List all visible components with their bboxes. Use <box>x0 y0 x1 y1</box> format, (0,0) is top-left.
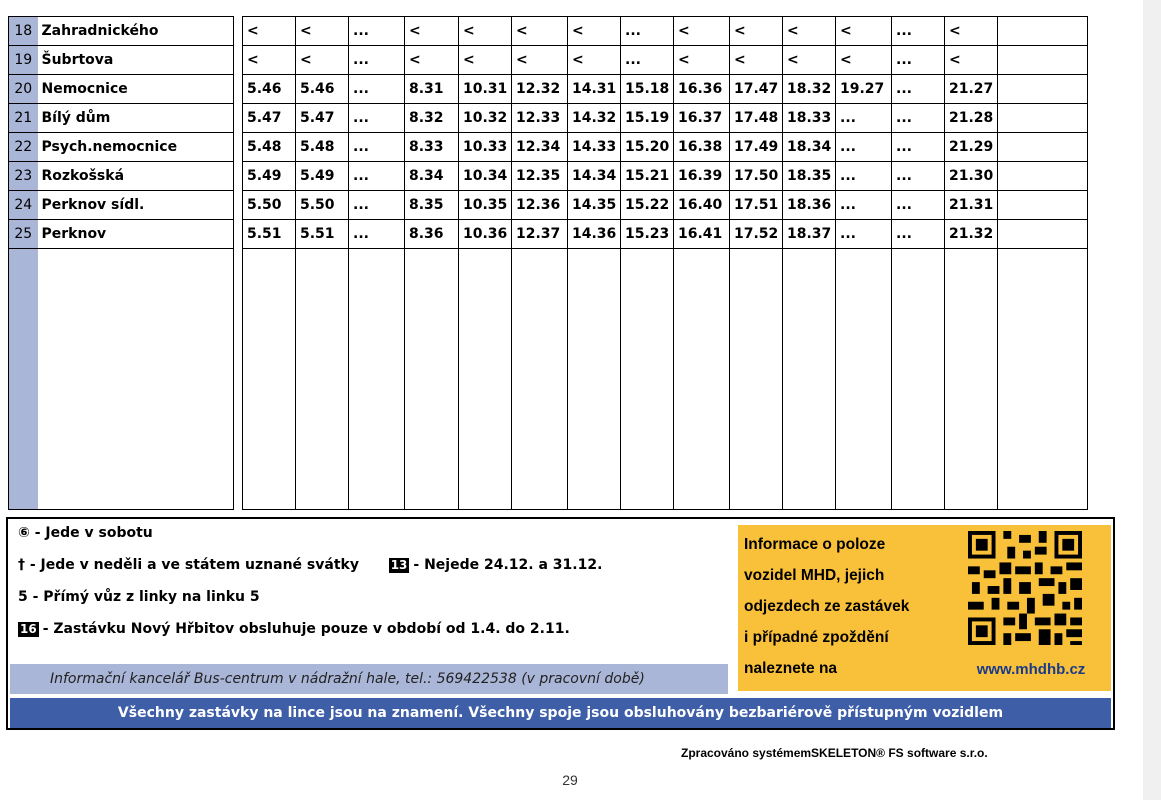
departure-time: 10.35 <box>459 191 512 220</box>
departure-time: ... <box>892 104 945 133</box>
departure-time: 10.34 <box>459 162 512 191</box>
timetable-row <box>9 133 1088 162</box>
departure-time: 15.23 <box>621 220 674 249</box>
departure-time: ... <box>349 162 405 191</box>
note-sunday-text: † - Jede v neděli a ve státem uznané svátky <box>18 557 359 573</box>
mhd-info-line: i případné zpoždění <box>744 629 889 646</box>
departure-time <box>998 133 1088 162</box>
column-separator <box>234 191 243 220</box>
departure-time: 21.31 <box>945 191 998 220</box>
departure-time: 14.31 <box>568 75 621 104</box>
stop-name: Šubrtova <box>38 46 234 75</box>
departure-time: 5.51 <box>243 220 296 249</box>
timetable-row <box>9 17 1088 46</box>
departure-time: 16.39 <box>674 162 730 191</box>
departure-time: 5.50 <box>296 191 349 220</box>
departure-time: ... <box>836 191 892 220</box>
departure-time: 14.33 <box>568 133 621 162</box>
note-not-running: - Nejede 24.12. a 31.12. <box>413 557 603 573</box>
departure-time: ... <box>836 162 892 191</box>
stop-name: Psych.nemocnice <box>38 133 234 162</box>
stop-number: 20 <box>9 75 38 104</box>
stop-number: 25 <box>9 220 38 249</box>
departure-time: 5.46 <box>243 75 296 104</box>
departure-time: 15.21 <box>621 162 674 191</box>
departure-time: 21.30 <box>945 162 998 191</box>
badge-13-icon: 13 <box>390 558 408 572</box>
stop-name: Perknov <box>38 220 234 249</box>
note-stop-text: - Zastávku Nový Hřbitov obsluhuje pouze v období od 1.4. do 2.11. <box>42 621 570 637</box>
note-stop <box>18 621 570 637</box>
departure-time: ... <box>892 75 945 104</box>
departure-time: ... <box>892 46 945 75</box>
departure-time: ... <box>349 17 405 46</box>
scrollbar[interactable] <box>1143 0 1161 800</box>
departure-time: < <box>730 46 783 75</box>
departure-time: 15.22 <box>621 191 674 220</box>
departure-time: 5.49 <box>243 162 296 191</box>
mhd-info-panel <box>738 525 1111 691</box>
departure-time: ... <box>836 104 892 133</box>
departure-time: < <box>674 46 730 75</box>
departure-time: 5.51 <box>296 220 349 249</box>
empty-cell <box>459 249 512 510</box>
departure-time: 17.50 <box>730 162 783 191</box>
departure-time: 17.47 <box>730 75 783 104</box>
column-separator <box>234 46 243 75</box>
departure-time: ... <box>892 162 945 191</box>
stop-number: 19 <box>9 46 38 75</box>
badge-16-icon: 16 <box>20 622 37 636</box>
departure-time: 21.32 <box>945 220 998 249</box>
timetable-row <box>9 220 1088 249</box>
departure-time: < <box>783 46 836 75</box>
departure-time: < <box>568 17 621 46</box>
departure-time <box>998 220 1088 249</box>
departure-time: 14.35 <box>568 191 621 220</box>
departure-time: 5.47 <box>243 104 296 133</box>
mhd-website-link[interactable]: www.mhdhb.cz <box>976 661 1086 678</box>
departure-time: 16.36 <box>674 75 730 104</box>
note-direct-car: 5 - Přímý vůz z linky na linku 5 <box>18 589 260 605</box>
departure-time: 12.33 <box>512 104 568 133</box>
empty-cell <box>674 249 730 510</box>
departure-time: 15.19 <box>621 104 674 133</box>
departure-time: 16.40 <box>674 191 730 220</box>
departure-time: 5.48 <box>296 133 349 162</box>
departure-time: ... <box>349 75 405 104</box>
departure-time: < <box>512 17 568 46</box>
departure-time: 17.51 <box>730 191 783 220</box>
column-separator <box>234 75 243 104</box>
mhd-info-line: naleznete na <box>744 660 838 677</box>
timetable-row <box>9 162 1088 191</box>
mhd-info-line: Informace o poloze <box>744 536 886 553</box>
departure-time: 14.36 <box>568 220 621 249</box>
empty-cell <box>621 249 674 510</box>
departure-time: 16.41 <box>674 220 730 249</box>
mhd-info-text <box>744 529 954 684</box>
departure-time: 17.48 <box>730 104 783 133</box>
empty-cell <box>568 249 621 510</box>
departure-time: < <box>405 46 459 75</box>
empty-row <box>9 249 1088 510</box>
departure-time: 12.36 <box>512 191 568 220</box>
departure-time: ... <box>349 104 405 133</box>
stop-name: Zahradnického <box>38 17 234 46</box>
departure-time: 12.35 <box>512 162 568 191</box>
stop-number: 24 <box>9 191 38 220</box>
departure-time: 18.34 <box>783 133 836 162</box>
stop-name: Nemocnice <box>38 75 234 104</box>
stop-number: 18 <box>9 17 38 46</box>
departure-time <box>998 17 1088 46</box>
departure-time: ... <box>892 133 945 162</box>
departure-time: 15.18 <box>621 75 674 104</box>
departure-time: 21.27 <box>945 75 998 104</box>
column-separator <box>234 162 243 191</box>
page-number: 29 <box>562 772 578 788</box>
timetable-row <box>9 191 1088 220</box>
departure-time: 8.36 <box>405 220 459 249</box>
departure-time: 14.34 <box>568 162 621 191</box>
departure-time: 18.35 <box>783 162 836 191</box>
empty-cell <box>405 249 459 510</box>
departure-time: 5.47 <box>296 104 349 133</box>
departure-time: 10.32 <box>459 104 512 133</box>
departure-time: < <box>836 46 892 75</box>
departure-time: ... <box>349 191 405 220</box>
departure-time: 17.49 <box>730 133 783 162</box>
departure-time: 21.28 <box>945 104 998 133</box>
departure-time <box>998 162 1088 191</box>
departure-time: 10.31 <box>459 75 512 104</box>
departure-time: ... <box>892 220 945 249</box>
stop-name: Bílý dům <box>38 104 234 133</box>
departure-time: ... <box>892 17 945 46</box>
departure-time <box>998 46 1088 75</box>
accessibility-banner: Všechny zastávky na lince jsou na znamení. Všechny spoje jsou obsluhovány bezbariérově přístupným vozidlem <box>10 698 1111 728</box>
empty-cell <box>836 249 892 510</box>
stop-name: Rozkošská <box>38 162 234 191</box>
stop-number: 23 <box>9 162 38 191</box>
departure-time: < <box>459 17 512 46</box>
note-saturday: ⑥ - Jede v sobotu <box>18 525 153 541</box>
empty-cell <box>945 249 998 510</box>
departure-time: 8.31 <box>405 75 459 104</box>
note-sunday <box>18 557 602 573</box>
departure-time: < <box>945 46 998 75</box>
departure-time: ... <box>836 220 892 249</box>
departure-time: < <box>243 17 296 46</box>
departure-time: < <box>945 17 998 46</box>
departure-time: < <box>730 17 783 46</box>
empty-cell <box>349 249 405 510</box>
empty-cell <box>730 249 783 510</box>
departure-time: 5.48 <box>243 133 296 162</box>
column-separator <box>234 133 243 162</box>
departure-time: 8.35 <box>405 191 459 220</box>
office-info: Informační kancelář Bus-centrum v nádražní hale, tel.: 569422538 (v pracovní době) <box>10 664 728 694</box>
departure-time: 5.50 <box>243 191 296 220</box>
departure-time: 10.33 <box>459 133 512 162</box>
empty-cell <box>243 249 296 510</box>
empty-cell <box>9 249 38 510</box>
departure-time: < <box>243 46 296 75</box>
empty-cell <box>783 249 836 510</box>
stop-name: Perknov sídl. <box>38 191 234 220</box>
departure-time <box>998 104 1088 133</box>
departure-time: < <box>459 46 512 75</box>
departure-time: 5.49 <box>296 162 349 191</box>
empty-cell <box>38 249 234 510</box>
departure-time: ... <box>836 133 892 162</box>
departure-time: 8.34 <box>405 162 459 191</box>
departure-time <box>998 191 1088 220</box>
info-box <box>6 517 1115 730</box>
departure-time: 8.32 <box>405 104 459 133</box>
departure-time: ... <box>892 191 945 220</box>
departure-time: < <box>568 46 621 75</box>
departure-time: < <box>296 17 349 46</box>
stop-number: 21 <box>9 104 38 133</box>
departure-time: 10.36 <box>459 220 512 249</box>
departure-time: 18.36 <box>783 191 836 220</box>
departure-time: < <box>512 46 568 75</box>
departure-time: 14.32 <box>568 104 621 133</box>
empty-cell <box>512 249 568 510</box>
departure-time: 12.32 <box>512 75 568 104</box>
column-separator <box>234 220 243 249</box>
departure-time: 8.33 <box>405 133 459 162</box>
departure-time: < <box>296 46 349 75</box>
departure-time: < <box>405 17 459 46</box>
timetable <box>8 16 1088 510</box>
empty-cell <box>296 249 349 510</box>
qr-code-icon[interactable] <box>968 531 1082 645</box>
empty-cell <box>234 249 243 510</box>
departure-time: 18.33 <box>783 104 836 133</box>
mhd-info-line: odjezdech ze zastávek <box>744 598 910 615</box>
departure-time: < <box>674 17 730 46</box>
departure-time: ... <box>349 220 405 249</box>
mhd-info-line: vozidel MHD, jejich <box>744 567 885 584</box>
timetable-row <box>9 104 1088 133</box>
departure-time: < <box>836 17 892 46</box>
footer-credit: Zpracováno systémemSKELETON® FS software s.r.o. <box>681 746 988 760</box>
departure-time: ... <box>621 46 674 75</box>
departure-time: 16.38 <box>674 133 730 162</box>
departure-time: ... <box>349 46 405 75</box>
departure-time: 21.29 <box>945 133 998 162</box>
column-separator <box>234 104 243 133</box>
departure-time: 5.46 <box>296 75 349 104</box>
empty-cell <box>998 249 1088 510</box>
column-separator <box>234 17 243 46</box>
departure-time <box>998 75 1088 104</box>
departure-time: 19.27 <box>836 75 892 104</box>
departure-time: 17.52 <box>730 220 783 249</box>
departure-time: 15.20 <box>621 133 674 162</box>
stop-number: 22 <box>9 133 38 162</box>
departure-time: ... <box>621 17 674 46</box>
departure-time: 16.37 <box>674 104 730 133</box>
departure-time: 18.37 <box>783 220 836 249</box>
empty-cell <box>892 249 945 510</box>
departure-time: 18.32 <box>783 75 836 104</box>
timetable-row <box>9 46 1088 75</box>
departure-time: < <box>783 17 836 46</box>
departure-time: ... <box>349 133 405 162</box>
timetable-row <box>9 75 1088 104</box>
departure-time: 12.34 <box>512 133 568 162</box>
departure-time: 12.37 <box>512 220 568 249</box>
